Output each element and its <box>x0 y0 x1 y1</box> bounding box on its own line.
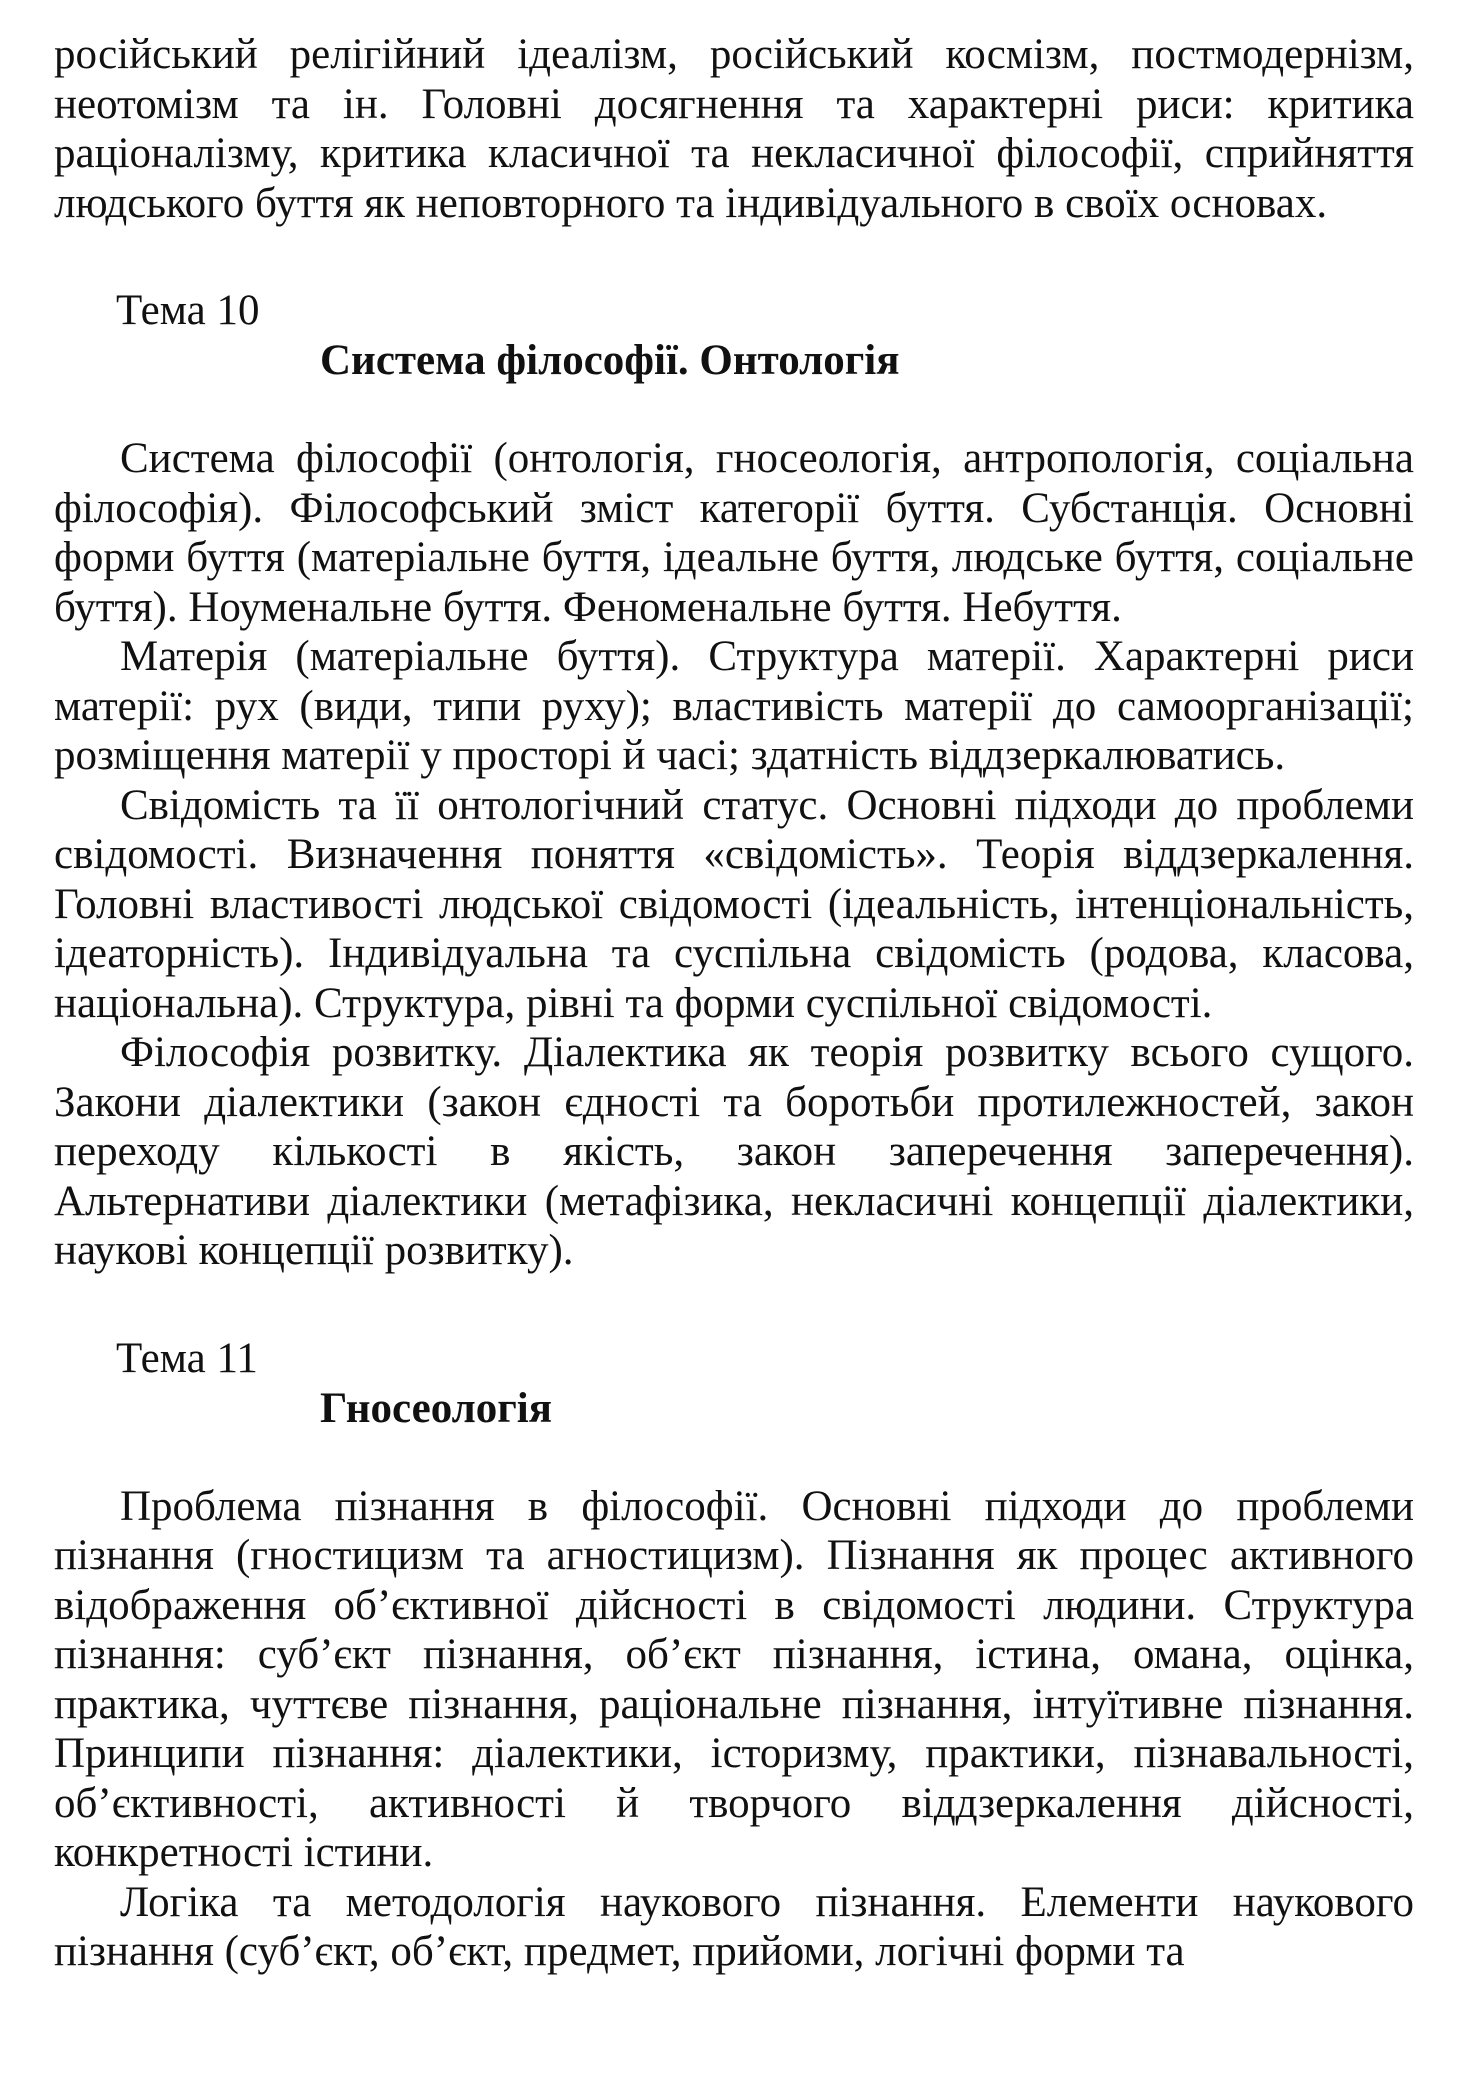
topic-10-section <box>54 286 1414 1276</box>
spacer <box>54 228 1414 286</box>
topic-11-label: Тема 11 <box>116 1334 258 1382</box>
topic-10-paragraph-3: Свідомість та її онтологічний статус. Основні підходи до проблеми свідомості. Визначення поняття «свідомість». Теорія віддзеркалення. Головні властивості людської свідомості (ідеальність, інтенціональність, ідеаторність). Індивідуальна та суспільна свідомість (родова, класова, національна). Структура, рівні та форми суспільної свідомості. <box>54 781 1414 1027</box>
topic-10-title: Система філософії. Онтологія <box>320 337 900 384</box>
topic-10-paragraph-2: Матерія (матеріальне буття). Структура матерії. Характерні риси матерії: рух (види, типи руху); властивість матерії до самоорганізації; розміщення матерії у просторі й часі; здатність віддзеркалюватись. <box>54 633 1414 779</box>
topic-11-paragraph-1: Проблема пізнання в філософії. Основні підходи до проблеми пізнання (гностицизм та агностицизм). Пізнання як процес активного відображення об’єктивної дійсності в свідомості людини. Структура пізнання: суб’єкт пізнання, об’єкт пізнання, істина, омана, оцінка, практика, чуттєве пізнання, раціональне пізнання, інтуїтивне пізнання. Принципи пізнання: діалектики, історизму, практики, пізнавальності, об’єктивності, активності й творчого віддзеркалення дійсності, конкретності істини. <box>54 1482 1414 1876</box>
topic-10-paragraph-4: Філософія розвитку. Діалектика як теорія розвитку всього сущого. Закони діалектики (закон єдності та боротьби протилежностей, закон переходу кількості в якість, закон заперечення заперечення). Альтернативи діалектики (метафізика, некласичні концепції діалектики, наукові концепції розвитку). <box>54 1029 1414 1274</box>
topic-11-paragraph-2: Логіка та методологія наукового пізнання. Елементи наукового пізнання (суб’єкт, об’єкт, предмет, прийоми, логічні форми та <box>54 1878 1414 1975</box>
document-page <box>54 30 1414 1977</box>
spacer <box>54 1434 1414 1482</box>
spacer <box>54 386 1414 434</box>
topic-11-section <box>54 1334 1414 1977</box>
topic-10-paragraph-1: Система філософії (онтологія, гносеологія, антропологія, соціальна філософія). Філософський зміст категорії буття. Субстанція. Основні форми буття (матеріальне буття, ідеальне буття, людське буття, соціальне буття). Ноуменальне буття. Феноменальне буття. Небуття. <box>54 435 1414 631</box>
topic-11-title: Гносеологія <box>320 1384 552 1432</box>
spacer <box>54 1276 1414 1334</box>
intro-paragraph: російський релігійний ідеалізм, російський космізм, постмодернізм, неотомізм та ін. Головні досягнення та характерні риси: критика раціоналізму, критика класичної та некласичної філософії, сприйняття людського буття як неповторного та індивідуального в своїх основах. <box>54 31 1414 227</box>
topic-10-label: Тема 10 <box>116 287 260 334</box>
